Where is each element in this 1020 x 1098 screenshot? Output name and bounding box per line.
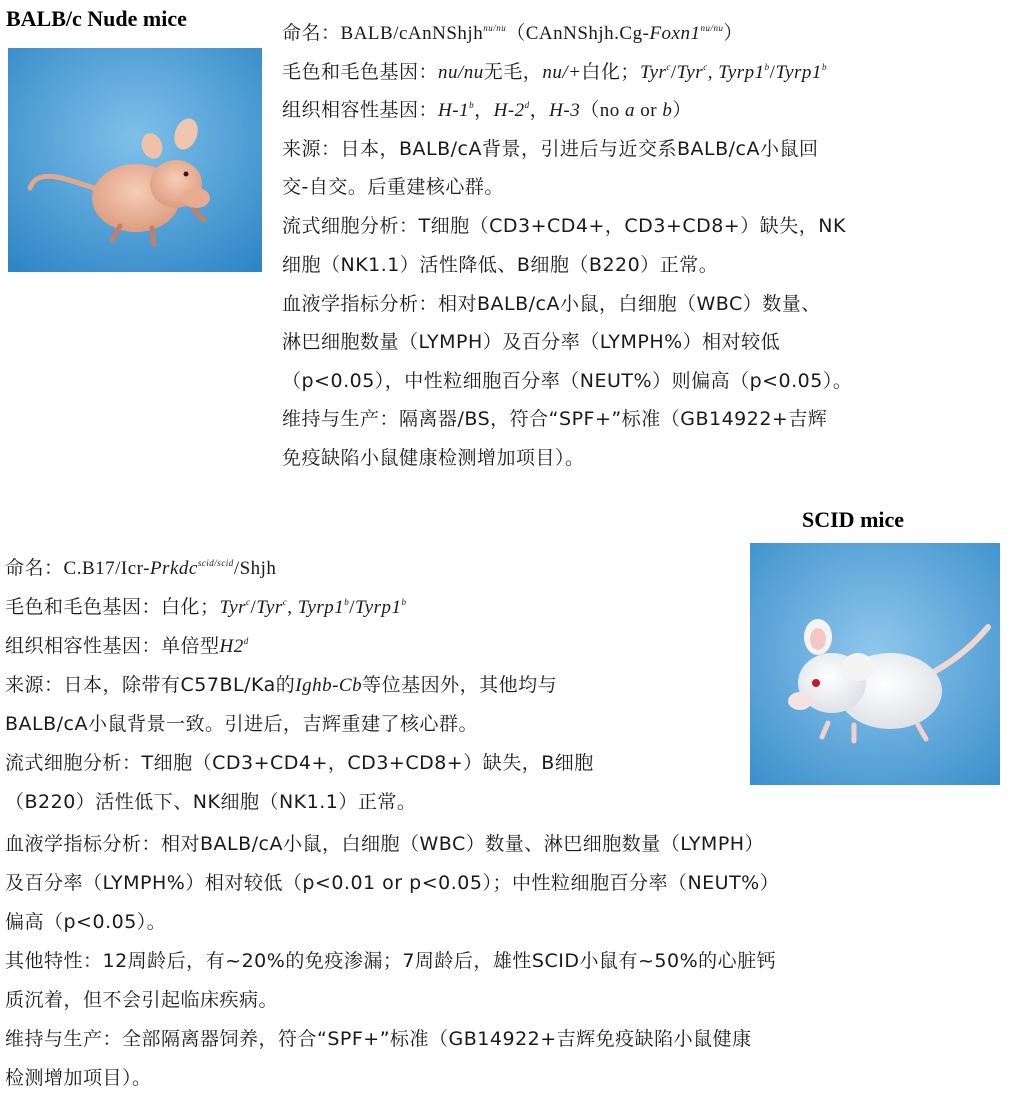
nude-flow-line-2: 细胞（NK1.1）活性降低、B细胞（B220）正常。 xyxy=(282,254,719,276)
scid-histo-sup: d xyxy=(243,636,249,646)
nude-blood-line-3: （p<0.05），中性粒细胞百分率（NEUT%）则偏高（p<0.05）。 xyxy=(282,370,853,392)
histo-gene-3: H-3 xyxy=(549,100,581,121)
nude-source-line-1: 来源：日本，BALB/cA背景，引进后与近交系BALB/cA小鼠回 xyxy=(282,138,819,160)
coat-sup-3: c xyxy=(666,62,671,72)
nude-coat-line xyxy=(282,59,827,86)
nude-mouse-image xyxy=(8,48,262,272)
histo-gene-5: b xyxy=(662,100,673,121)
histo-sup-1: b xyxy=(469,100,475,110)
coat-geno-1: nu/nu xyxy=(438,62,484,83)
genotype-sup: nu/nu xyxy=(483,23,507,33)
coat-sup-6: b xyxy=(821,62,827,72)
coat-text-1: 无毛， xyxy=(483,61,543,83)
scid-coat-geno-1: Tyr xyxy=(219,597,247,618)
nude-maint-line-2: 免疫缺陷小鼠健康检测增加项目）。 xyxy=(282,447,585,469)
coat-label: 毛色和毛色基因： xyxy=(282,61,439,83)
coat-sup-4: c xyxy=(703,62,708,72)
coat-text-2: 白化； xyxy=(581,61,640,83)
scid-coat-geno-3: Tyrp1 xyxy=(297,597,345,618)
scid-source-line-2: BALB/cA小鼠背景一致。引进后，吉辉重建了核心群。 xyxy=(5,713,478,735)
scid-gene-sup: scid/scid xyxy=(197,558,234,568)
scid-source-line-1 xyxy=(5,672,557,699)
scid-info xyxy=(5,550,1017,1090)
scid-maint-line-2: 检测增加项目）。 xyxy=(5,1067,152,1089)
scid-histo-text: 单倍型 xyxy=(161,635,220,657)
coat-sep-4: , xyxy=(707,62,719,83)
scid-histo-label: 组织相容性基因： xyxy=(5,635,162,657)
scid-coat-line xyxy=(5,594,407,621)
histo-gene-4: a xyxy=(625,100,635,121)
strain-alt: （CAnNShjh.Cg- xyxy=(506,23,650,44)
scid-naming-line xyxy=(5,555,276,582)
histo-sup-2: d xyxy=(524,100,530,110)
scid-source-label: 来源： xyxy=(5,674,64,696)
scid-gene: Prkdc xyxy=(149,558,198,579)
gene-sup: nu/nu xyxy=(700,23,724,33)
scid-histo-gene: H2 xyxy=(219,636,244,657)
scid-coat-sup-3: b xyxy=(344,597,350,607)
histo-text-5: ） xyxy=(672,99,692,121)
nude-blood-line-2: 淋巴细胞数量（LYMPH）及百分率（LYMPH%）相对较低 xyxy=(282,331,781,353)
nude-histo-line xyxy=(282,97,692,124)
scid-coat-sup-4: b xyxy=(401,597,407,607)
nude-info xyxy=(282,0,1016,469)
histo-gene-2: H-2 xyxy=(493,100,525,121)
scid-blood-line-2: 及百分率（LYMPH%）相对较低（p<0.01 or p<0.05）；中性粒细胞百分率（NEUT%） xyxy=(5,872,780,894)
scid-coat-text: 白化； xyxy=(161,596,220,618)
histo-text-4: or xyxy=(635,100,663,121)
scid-flow-line-2: （B220）活性低下、NK细胞（NK1.1）正常。 xyxy=(5,791,417,813)
histo-text-3: （no xyxy=(580,100,625,121)
histo-sep-1: ， xyxy=(474,99,494,121)
gene-name: Foxn1 xyxy=(649,23,701,44)
coat-geno-3: Tyr xyxy=(639,62,667,83)
scid-blood-line-3: 偏高（p<0.05）。 xyxy=(5,911,167,933)
scid-strain-suffix: /Shjh xyxy=(233,558,277,579)
nude-blood-line-1: 血液学指标分析：相对BALB/cA小鼠，白细胞（WBC）数量、 xyxy=(282,293,821,315)
coat-sep-5: / xyxy=(769,62,776,83)
scid-blood-line-1: 血液学指标分析：相对BALB/cA小鼠，白细胞（WBC）数量、淋巴细胞数量（LYMPH） xyxy=(5,833,765,855)
scid-source-text-2: 等位基因外，其他均与 xyxy=(362,674,558,696)
scid-other-line-1: 其他特性：12周龄后，有~20%的免疫渗漏；7周龄后，雄性SCID小鼠有~50%的心脏钙 xyxy=(5,950,777,972)
scid-coat-sep-3: / xyxy=(349,597,356,618)
coat-sup-5: b xyxy=(764,62,770,72)
scid-coat-sup-2: c xyxy=(282,597,288,607)
scid-coat-geno-2: Tyr xyxy=(256,597,283,618)
scid-source-text-1: 日本，除带有C57BL/Ka的 xyxy=(63,674,296,696)
scid-histo-line xyxy=(5,633,249,660)
strain-name: BALB/cAnNShjh xyxy=(340,23,484,44)
coat-geno-6: Tyrp1 xyxy=(775,62,822,83)
nude-flow-line-1: 流式细胞分析：T细胞（CD3+CD4+，CD3+CD8+）缺失，NK xyxy=(282,215,846,237)
nude-mouse-photo xyxy=(8,48,262,272)
scid-coat-label: 毛色和毛色基因： xyxy=(5,596,162,618)
nude-source-line-2: 交-自交。后重建核心群。 xyxy=(282,176,504,198)
nude-naming-line xyxy=(282,20,743,47)
scid-strain-prefix: C.B17/Icr- xyxy=(63,558,150,579)
naming-label: 命名： xyxy=(282,22,341,44)
coat-geno-4: Tyr xyxy=(676,62,704,83)
scid-coat-sep-1: / xyxy=(250,597,257,618)
scid-coat-geno-4: Tyrp1 xyxy=(355,597,402,618)
scid-naming-label: 命名： xyxy=(5,557,64,579)
histo-sep-2: ， xyxy=(529,99,550,121)
scid-coat-sup-1: c xyxy=(246,597,251,607)
scid-maint-line-1: 维持与生产：全部隔离器饲养，符合“SPF+”标准（GB14922+吉辉免疫缺陷小鼠健康 xyxy=(5,1028,752,1050)
nude-title: BALB/c Nude mice xyxy=(6,6,187,31)
scid-other-line-2: 质沉着，但不会引起临床疾病。 xyxy=(5,989,279,1011)
scid-title: SCID mice xyxy=(802,507,905,532)
nude-maint-line-1: 维持与生产：隔离器/BS，符合“SPF+”标准（GB14922+吉辉 xyxy=(282,408,828,430)
coat-geno-5: Tyrp1 xyxy=(718,62,765,83)
scid-coat-sep-2: , xyxy=(287,597,298,618)
histo-gene-1: H-1 xyxy=(438,100,470,121)
close-paren: ） xyxy=(723,22,744,44)
histo-label: 组织相容性基因： xyxy=(282,99,439,121)
coat-geno-2: nu/+ xyxy=(542,62,582,83)
scid-flow-line-1: 流式细胞分析：T细胞（CD3+CD4+，CD3+CD8+）缺失，B细胞 xyxy=(5,752,594,774)
coat-sep-3: / xyxy=(670,62,677,83)
scid-source-gene: Ighb-Cb xyxy=(295,675,363,696)
